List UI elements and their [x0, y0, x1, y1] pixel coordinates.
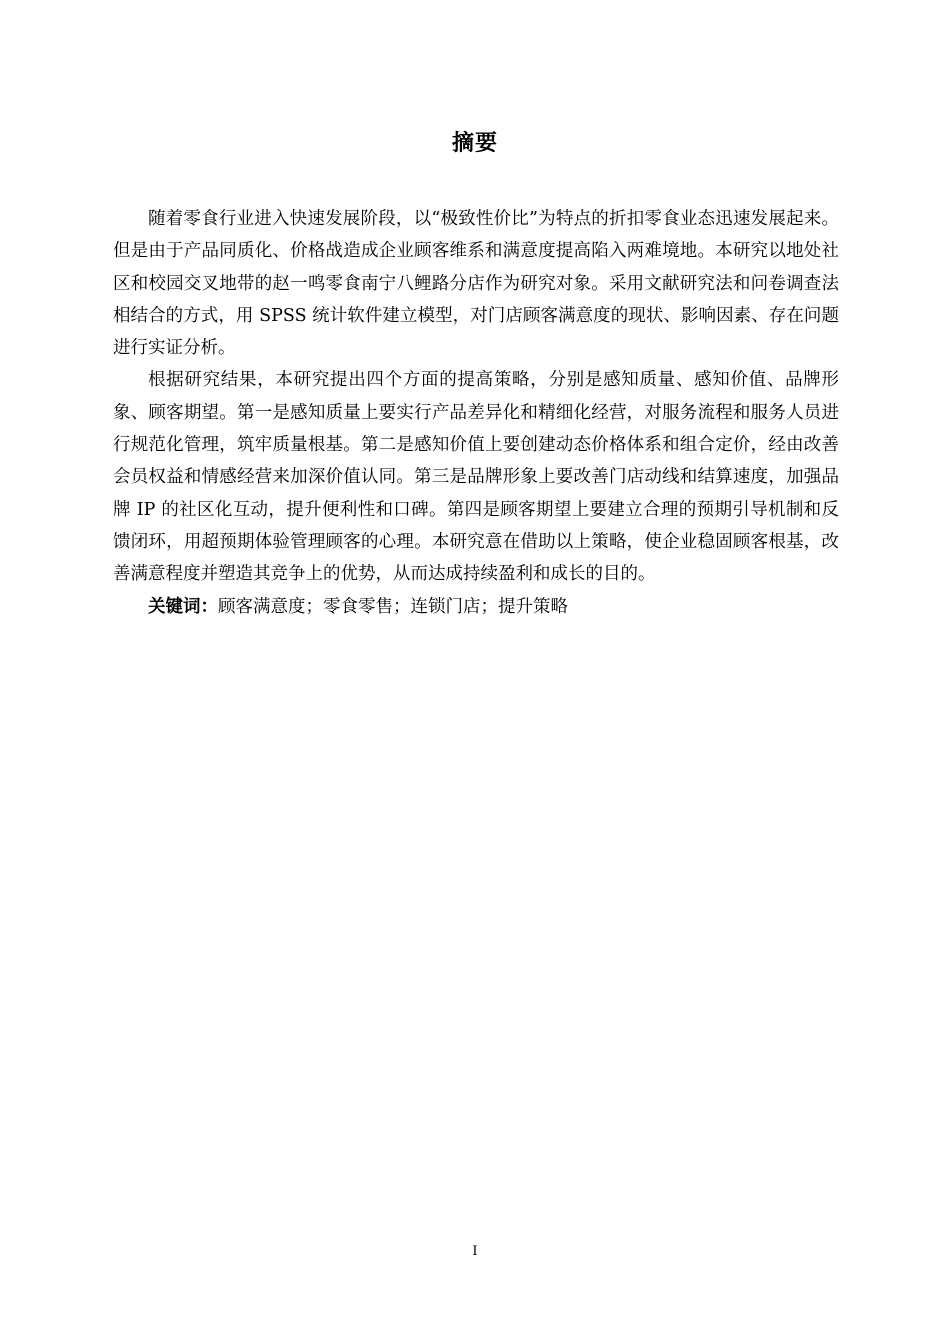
abstract-body [113, 203, 839, 623]
abstract-paragraph-1: 随着零食行业进入快速发展阶段，以“极致性价比”为特点的折扣零食业态迅速发展起来。但是由于产品同质化、价格战造成企业顾客维系和满意度提高陷入两难境地。本研究以地处社区和校园交叉地带的赵一鸣零食南宁八鲤路分店作为研究对象。采用文献研究法和问卷调查法相结合的方式，用 SPSS 统计软件建立模型，对门店顾客满意度的现状、影响因素、存在问题进行实证分析。 [113, 209, 839, 359]
abstract-paragraph-2: 根据研究结果，本研究提出四个方面的提高策略，分别是感知质量、感知价值、品牌形象、顾客期望。第一是感知质量上要实行产品差异化和精细化经营，对服务流程和服务人员进行规范化管理，筑牢质量根基。第二是感知价值上要创建动态价格体系和组合定价，经由改善会员权益和情感经营来加深价值认同。第三是品牌形象上要改善门店动线和结算速度，加强品牌 IP 的社区化互动，提升便利性和口碑。第四是顾客期望上要建立合理的预期引导机制和反馈闭环，用超预期体验管理顾客的心理。本研究意在借助以上策略，使企业稳固顾客根基，改善满意程度并塑造其竞争上的优势，从而达成持续盈利和成长的目的。 [113, 370, 839, 585]
abstract-title: 摘要 [451, 131, 498, 156]
keywords-line [113, 591, 839, 623]
keywords-text: 顾客满意度；零食零售；连锁门店；提升策略 [218, 596, 568, 617]
page-number: I [472, 1244, 478, 1259]
keywords-label: 关键词： [148, 596, 218, 617]
